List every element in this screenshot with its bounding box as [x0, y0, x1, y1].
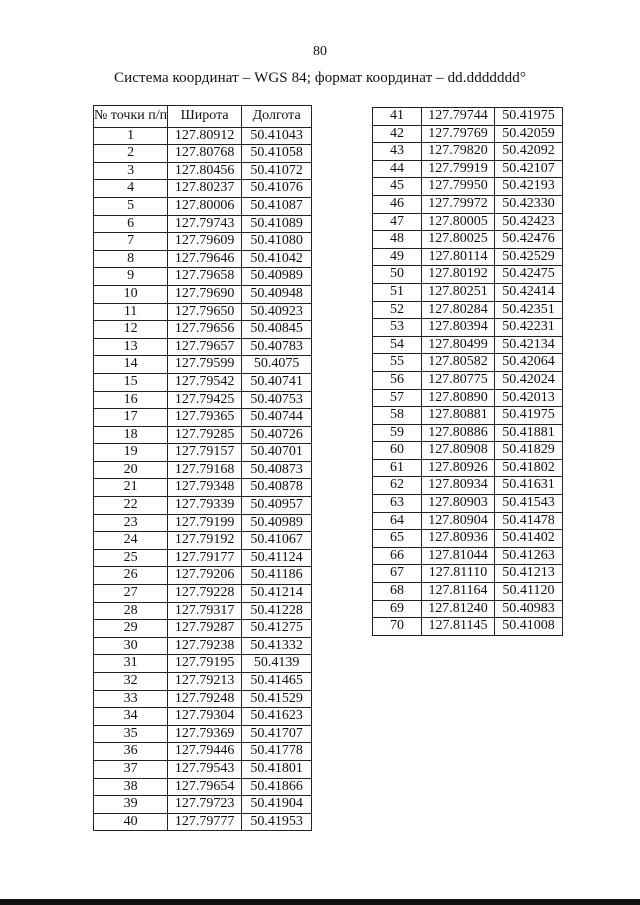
latitude-cell: 127.80936 [422, 530, 495, 548]
point-number-cell: 50 [373, 266, 422, 284]
longitude-cell: 50.42013 [495, 389, 563, 407]
longitude-cell: 50.41829 [495, 442, 563, 460]
table-row [373, 565, 563, 583]
latitude-cell: 127.80005 [422, 213, 495, 231]
latitude-cell: 127.80192 [422, 266, 495, 284]
point-number-cell: 42 [373, 125, 422, 143]
table-row [373, 512, 563, 530]
longitude-cell: 50.41008 [495, 618, 563, 636]
latitude-cell: 127.80904 [422, 512, 495, 530]
header-latitude: Широта [168, 106, 242, 128]
point-number-cell: 62 [373, 477, 422, 495]
longitude-cell: 50.42092 [495, 143, 563, 161]
latitude-cell: 127.79317 [168, 602, 242, 620]
table-row [94, 813, 312, 831]
latitude-cell: 127.81164 [422, 583, 495, 601]
point-number-cell: 7 [94, 233, 168, 251]
point-number-cell: 10 [94, 285, 168, 303]
latitude-cell: 127.79656 [168, 321, 242, 339]
table-row [94, 127, 312, 145]
longitude-cell: 50.41953 [242, 813, 312, 831]
longitude-cell: 50.41975 [495, 407, 563, 425]
latitude-cell: 127.79950 [422, 178, 495, 196]
longitude-cell: 50.41080 [242, 233, 312, 251]
table-row [373, 389, 563, 407]
longitude-cell: 50.4075 [242, 356, 312, 374]
longitude-cell: 50.41058 [242, 145, 312, 163]
point-number-cell: 13 [94, 338, 168, 356]
table-row [94, 373, 312, 391]
table-row [94, 215, 312, 233]
table-row [373, 477, 563, 495]
table-row [373, 143, 563, 161]
table-row [94, 532, 312, 550]
latitude-cell: 127.79192 [168, 532, 242, 550]
latitude-cell: 127.79177 [168, 549, 242, 567]
point-number-cell: 2 [94, 145, 168, 163]
longitude-cell: 50.41801 [242, 760, 312, 778]
point-number-cell: 24 [94, 532, 168, 550]
table-row [94, 321, 312, 339]
longitude-cell: 50.40753 [242, 391, 312, 409]
table-row [94, 725, 312, 743]
table-row [94, 180, 312, 198]
latitude-cell: 127.80284 [422, 301, 495, 319]
table-row [373, 407, 563, 425]
latitude-cell: 127.81110 [422, 565, 495, 583]
longitude-cell: 50.41043 [242, 127, 312, 145]
longitude-cell: 50.41631 [495, 477, 563, 495]
point-number-cell: 8 [94, 250, 168, 268]
point-number-cell: 55 [373, 354, 422, 372]
longitude-cell: 50.42414 [495, 283, 563, 301]
point-number-cell: 45 [373, 178, 422, 196]
point-number-cell: 67 [373, 565, 422, 583]
longitude-cell: 50.40989 [242, 514, 312, 532]
point-number-cell: 27 [94, 585, 168, 603]
longitude-cell: 50.41478 [495, 512, 563, 530]
longitude-cell: 50.41802 [495, 459, 563, 477]
latitude-cell: 127.79972 [422, 195, 495, 213]
longitude-cell: 50.41213 [495, 565, 563, 583]
point-number-cell: 19 [94, 444, 168, 462]
latitude-cell: 127.79248 [168, 690, 242, 708]
table-body-right [373, 108, 563, 636]
longitude-cell: 50.41904 [242, 796, 312, 814]
point-number-cell: 29 [94, 620, 168, 638]
table-row [94, 285, 312, 303]
longitude-cell: 50.40783 [242, 338, 312, 356]
table-row [373, 178, 563, 196]
table-row [94, 162, 312, 180]
latitude-cell: 127.79446 [168, 743, 242, 761]
table-row [373, 618, 563, 636]
latitude-cell: 127.79213 [168, 673, 242, 691]
latitude-cell: 127.80456 [168, 162, 242, 180]
point-number-cell: 36 [94, 743, 168, 761]
longitude-cell: 50.42134 [495, 336, 563, 354]
point-number-cell: 52 [373, 301, 422, 319]
point-number-cell: 23 [94, 514, 168, 532]
latitude-cell: 127.79820 [422, 143, 495, 161]
point-number-cell: 39 [94, 796, 168, 814]
scan-bottom-edge [0, 899, 640, 905]
latitude-cell: 127.80903 [422, 495, 495, 513]
table-row [373, 583, 563, 601]
longitude-cell: 50.42231 [495, 319, 563, 337]
point-number-cell: 17 [94, 409, 168, 427]
point-number-cell: 26 [94, 567, 168, 585]
latitude-cell: 127.80114 [422, 248, 495, 266]
latitude-cell: 127.80890 [422, 389, 495, 407]
point-number-cell: 28 [94, 602, 168, 620]
table-row [373, 266, 563, 284]
longitude-cell: 50.42024 [495, 371, 563, 389]
point-number-cell: 49 [373, 248, 422, 266]
point-number-cell: 32 [94, 673, 168, 691]
table-row [373, 442, 563, 460]
longitude-cell: 50.40845 [242, 321, 312, 339]
point-number-cell: 43 [373, 143, 422, 161]
point-number-cell: 20 [94, 461, 168, 479]
latitude-cell: 127.79206 [168, 567, 242, 585]
table-row [373, 301, 563, 319]
longitude-cell: 50.41623 [242, 708, 312, 726]
latitude-cell: 127.79199 [168, 514, 242, 532]
point-number-cell: 53 [373, 319, 422, 337]
point-number-cell: 9 [94, 268, 168, 286]
latitude-cell: 127.80251 [422, 283, 495, 301]
longitude-cell: 50.42529 [495, 248, 563, 266]
latitude-cell: 127.79543 [168, 760, 242, 778]
point-number-cell: 68 [373, 583, 422, 601]
table-row [94, 637, 312, 655]
table-row [94, 233, 312, 251]
table-row [94, 303, 312, 321]
longitude-cell: 50.40983 [495, 600, 563, 618]
table-row [94, 145, 312, 163]
point-number-cell: 40 [94, 813, 168, 831]
longitude-cell: 50.40701 [242, 444, 312, 462]
latitude-cell: 127.79348 [168, 479, 242, 497]
longitude-cell: 50.41087 [242, 197, 312, 215]
coordinates-table-left [93, 105, 312, 831]
longitude-cell: 50.42064 [495, 354, 563, 372]
latitude-cell: 127.80499 [422, 336, 495, 354]
point-number-cell: 1 [94, 127, 168, 145]
latitude-cell: 127.79168 [168, 461, 242, 479]
latitude-cell: 127.79777 [168, 813, 242, 831]
point-number-cell: 35 [94, 725, 168, 743]
point-number-cell: 63 [373, 495, 422, 513]
longitude-cell: 50.41866 [242, 778, 312, 796]
point-number-cell: 37 [94, 760, 168, 778]
latitude-cell: 127.79658 [168, 268, 242, 286]
point-number-cell: 70 [373, 618, 422, 636]
longitude-cell: 50.41543 [495, 495, 563, 513]
latitude-cell: 127.79657 [168, 338, 242, 356]
longitude-cell: 50.42351 [495, 301, 563, 319]
point-number-cell: 47 [373, 213, 422, 231]
latitude-cell: 127.80582 [422, 354, 495, 372]
table-row [373, 283, 563, 301]
point-number-cell: 46 [373, 195, 422, 213]
longitude-cell: 50.40741 [242, 373, 312, 391]
point-number-cell: 64 [373, 512, 422, 530]
point-number-cell: 33 [94, 690, 168, 708]
header-point-number: № точки п/п [94, 106, 168, 128]
longitude-cell: 50.41707 [242, 725, 312, 743]
longitude-cell: 50.4139 [242, 655, 312, 673]
point-number-cell: 54 [373, 336, 422, 354]
table-row [373, 459, 563, 477]
latitude-cell: 127.80881 [422, 407, 495, 425]
table-row [94, 567, 312, 585]
point-number-cell: 41 [373, 108, 422, 126]
table-row [373, 213, 563, 231]
longitude-cell: 50.41332 [242, 637, 312, 655]
longitude-cell: 50.40989 [242, 268, 312, 286]
longitude-cell: 50.40726 [242, 426, 312, 444]
latitude-cell: 127.79650 [168, 303, 242, 321]
table-row [373, 248, 563, 266]
coordinates-table-right [372, 107, 563, 636]
longitude-cell: 50.40744 [242, 409, 312, 427]
table-row [94, 268, 312, 286]
table-row [94, 497, 312, 515]
latitude-cell: 127.80926 [422, 459, 495, 477]
latitude-cell: 127.81145 [422, 618, 495, 636]
table-row [94, 690, 312, 708]
latitude-cell: 127.79690 [168, 285, 242, 303]
latitude-cell: 127.79238 [168, 637, 242, 655]
longitude-cell: 50.41042 [242, 250, 312, 268]
latitude-cell: 127.79339 [168, 497, 242, 515]
latitude-cell: 127.79919 [422, 160, 495, 178]
longitude-cell: 50.41186 [242, 567, 312, 585]
point-number-cell: 14 [94, 356, 168, 374]
table-row [94, 620, 312, 638]
latitude-cell: 127.79609 [168, 233, 242, 251]
table-row [373, 495, 563, 513]
latitude-cell: 127.79599 [168, 356, 242, 374]
point-number-cell: 30 [94, 637, 168, 655]
point-number-cell: 15 [94, 373, 168, 391]
latitude-cell: 127.79304 [168, 708, 242, 726]
longitude-cell: 50.42476 [495, 231, 563, 249]
latitude-cell: 127.79425 [168, 391, 242, 409]
longitude-cell: 50.42423 [495, 213, 563, 231]
table-row [94, 479, 312, 497]
latitude-cell: 127.79369 [168, 725, 242, 743]
latitude-cell: 127.80775 [422, 371, 495, 389]
latitude-cell: 127.80237 [168, 180, 242, 198]
point-number-cell: 4 [94, 180, 168, 198]
point-number-cell: 69 [373, 600, 422, 618]
point-number-cell: 21 [94, 479, 168, 497]
point-number-cell: 11 [94, 303, 168, 321]
table-row [94, 708, 312, 726]
latitude-cell: 127.79654 [168, 778, 242, 796]
longitude-cell: 50.40923 [242, 303, 312, 321]
point-number-cell: 38 [94, 778, 168, 796]
point-number-cell: 5 [94, 197, 168, 215]
table-row [94, 602, 312, 620]
longitude-cell: 50.41975 [495, 108, 563, 126]
latitude-cell: 127.81240 [422, 600, 495, 618]
latitude-cell: 127.79769 [422, 125, 495, 143]
longitude-cell: 50.41214 [242, 585, 312, 603]
table-row [94, 391, 312, 409]
point-number-cell: 60 [373, 442, 422, 460]
latitude-cell: 127.80006 [168, 197, 242, 215]
point-number-cell: 34 [94, 708, 168, 726]
longitude-cell: 50.42193 [495, 178, 563, 196]
point-number-cell: 22 [94, 497, 168, 515]
point-number-cell: 66 [373, 547, 422, 565]
table-row [94, 426, 312, 444]
table-row [94, 655, 312, 673]
point-number-cell: 65 [373, 530, 422, 548]
latitude-cell: 127.80886 [422, 424, 495, 442]
latitude-cell: 127.79287 [168, 620, 242, 638]
table-row [373, 195, 563, 213]
table-row [94, 549, 312, 567]
longitude-cell: 50.41089 [242, 215, 312, 233]
latitude-cell: 127.81044 [422, 547, 495, 565]
table-row [94, 796, 312, 814]
point-number-cell: 3 [94, 162, 168, 180]
table-row [94, 461, 312, 479]
longitude-cell: 50.41067 [242, 532, 312, 550]
longitude-cell: 50.41072 [242, 162, 312, 180]
table-row [94, 250, 312, 268]
longitude-cell: 50.41120 [495, 583, 563, 601]
latitude-cell: 127.80768 [168, 145, 242, 163]
latitude-cell: 127.79646 [168, 250, 242, 268]
table-row [94, 409, 312, 427]
table-row [373, 125, 563, 143]
longitude-cell: 50.42330 [495, 195, 563, 213]
latitude-cell: 127.80934 [422, 477, 495, 495]
table-row [94, 673, 312, 691]
table-row [94, 585, 312, 603]
table-row [94, 444, 312, 462]
table-row [373, 108, 563, 126]
table-row [373, 319, 563, 337]
table-row [373, 160, 563, 178]
page-title: Система координат – WGS 84; формат координат – dd.ddddddd° [114, 70, 526, 86]
latitude-cell: 127.80908 [422, 442, 495, 460]
point-number-cell: 57 [373, 389, 422, 407]
page-number: 80 [313, 44, 327, 59]
table-row [373, 354, 563, 372]
latitude-cell: 127.79744 [422, 108, 495, 126]
point-number-cell: 25 [94, 549, 168, 567]
longitude-cell: 50.41778 [242, 743, 312, 761]
latitude-cell: 127.79723 [168, 796, 242, 814]
longitude-cell: 50.40878 [242, 479, 312, 497]
table-row [373, 424, 563, 442]
longitude-cell: 50.41076 [242, 180, 312, 198]
point-number-cell: 31 [94, 655, 168, 673]
table-row [94, 743, 312, 761]
latitude-cell: 127.79542 [168, 373, 242, 391]
longitude-cell: 50.41228 [242, 602, 312, 620]
table-row [94, 760, 312, 778]
table-row [94, 197, 312, 215]
table-row [94, 778, 312, 796]
longitude-cell: 50.41465 [242, 673, 312, 691]
longitude-cell: 50.41529 [242, 690, 312, 708]
table-row [94, 514, 312, 532]
table-row [373, 600, 563, 618]
latitude-cell: 127.79228 [168, 585, 242, 603]
point-number-cell: 51 [373, 283, 422, 301]
longitude-cell: 50.40948 [242, 285, 312, 303]
longitude-cell: 50.41402 [495, 530, 563, 548]
table-row [373, 547, 563, 565]
longitude-cell: 50.41263 [495, 547, 563, 565]
latitude-cell: 127.80394 [422, 319, 495, 337]
header-longitude: Долгота [242, 106, 312, 128]
longitude-cell: 50.40957 [242, 497, 312, 515]
point-number-cell: 48 [373, 231, 422, 249]
table-body-left [94, 127, 312, 831]
point-number-cell: 18 [94, 426, 168, 444]
table-row [373, 231, 563, 249]
latitude-cell: 127.79365 [168, 409, 242, 427]
longitude-cell: 50.42107 [495, 160, 563, 178]
table-row [94, 356, 312, 374]
point-number-cell: 16 [94, 391, 168, 409]
point-number-cell: 44 [373, 160, 422, 178]
latitude-cell: 127.79743 [168, 215, 242, 233]
latitude-cell: 127.79195 [168, 655, 242, 673]
point-number-cell: 6 [94, 215, 168, 233]
latitude-cell: 127.80912 [168, 127, 242, 145]
latitude-cell: 127.79285 [168, 426, 242, 444]
point-number-cell: 58 [373, 407, 422, 425]
point-number-cell: 59 [373, 424, 422, 442]
point-number-cell: 61 [373, 459, 422, 477]
latitude-cell: 127.80025 [422, 231, 495, 249]
point-number-cell: 56 [373, 371, 422, 389]
table-row [373, 336, 563, 354]
longitude-cell: 50.41124 [242, 549, 312, 567]
longitude-cell: 50.40873 [242, 461, 312, 479]
table-row [94, 338, 312, 356]
longitude-cell: 50.41881 [495, 424, 563, 442]
point-number-cell: 12 [94, 321, 168, 339]
longitude-cell: 50.42059 [495, 125, 563, 143]
table-row [373, 530, 563, 548]
longitude-cell: 50.41275 [242, 620, 312, 638]
longitude-cell: 50.42475 [495, 266, 563, 284]
table-header-row [94, 106, 312, 128]
table-row [373, 371, 563, 389]
latitude-cell: 127.79157 [168, 444, 242, 462]
